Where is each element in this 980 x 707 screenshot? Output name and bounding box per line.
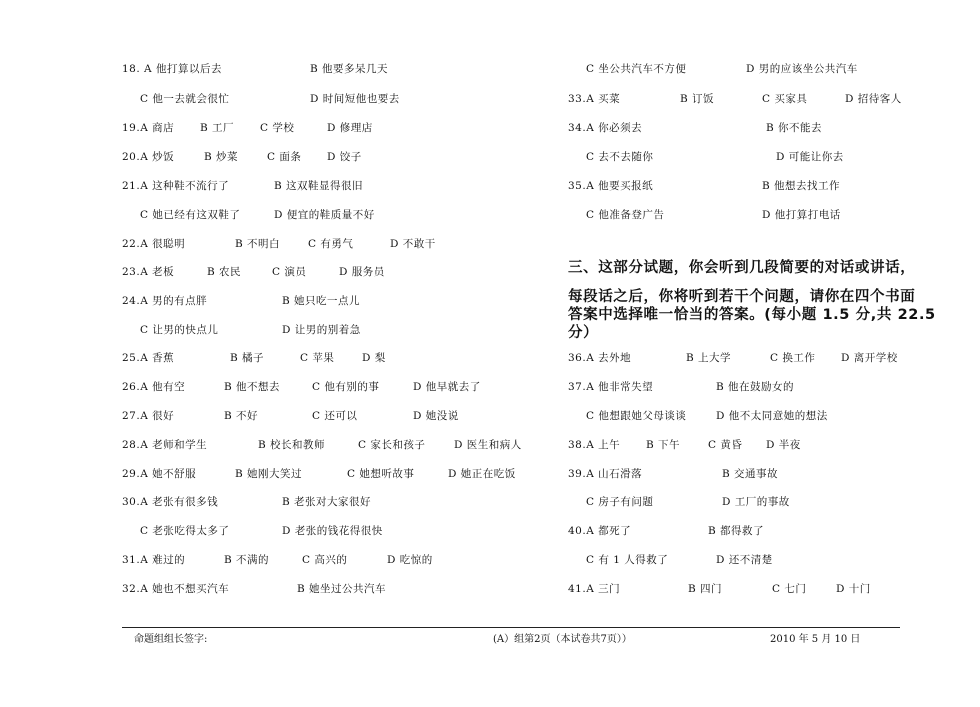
answer-option: 24.A 男的有点胖 [122,295,208,307]
answer-option: D 男的应该坐公共汽车 [746,63,858,75]
answer-option: B 炒菜 [204,151,239,163]
footer-page-number: (A）组第2页（本试卷共7页）） [493,634,632,645]
answer-option: B 交通事故 [722,468,779,480]
answer-option: C 还可以 [312,410,358,422]
answer-option: B 橘子 [230,352,265,364]
answer-option: B 上大学 [686,352,732,364]
answer-option: D 时间短他也要去 [310,93,400,105]
section-three-line: 分） [568,325,599,341]
answer-option: D 吃惊的 [387,554,433,566]
answer-option: C 高兴的 [302,554,348,566]
answer-option: D 梨 [362,352,386,364]
answer-option: D 老张的钱花得很快 [282,525,383,537]
answer-option: C 她想听故事 [347,468,415,480]
answer-option: 32.A 她也不想买汽车 [122,583,230,595]
answer-option: C 家长和孩子 [358,439,426,451]
answer-option: D 他打算打电话 [762,209,841,221]
answer-option: D 工厂的事故 [722,496,790,508]
section-three-line: 答案中选择唯一恰当的答案。(每小题 1.5 分,共 22.5 [568,307,936,323]
answer-option: B 这双鞋显得很旧 [274,180,364,192]
answer-option: 18. A 他打算以后去 [122,63,222,75]
answer-option: B 你不能去 [766,122,823,134]
answer-option: D 招待客人 [845,93,902,105]
answer-option: C 他一去就会很忙 [140,93,230,105]
answer-option: C 她已经有这双鞋了 [140,209,241,221]
answer-option: B 都得救了 [708,525,765,537]
answer-option: 20.A 炒饭 [122,151,175,163]
answer-option: D 让男的别着急 [282,324,361,336]
answer-option: C 去不去随你 [586,151,654,163]
answer-option: 40.A 都死了 [568,525,632,537]
answer-option: 25.A 香蕉 [122,352,175,364]
answer-option: C 换工作 [770,352,816,364]
answer-option: D 十门 [836,583,871,595]
answer-option: B 她坐过公共汽车 [297,583,387,595]
answer-option: B 不明白 [235,238,281,250]
answer-option: B 校长和教师 [258,439,326,451]
section-three-line: 每段话之后，你将听到若干个问题，请你在四个书面 [568,289,916,305]
answer-option: C 老张吃得太多了 [140,525,230,537]
answer-option: D 可能让你去 [776,151,844,163]
answer-option: 27.A 很好 [122,410,175,422]
answer-option: 36.A 去外地 [568,352,632,364]
answer-option: C 有 1 人得救了 [586,554,669,566]
footer-signature: 命题组组长签字: [134,634,208,645]
answer-option: D 饺子 [327,151,362,163]
answer-option: 38.A 上午 [568,439,621,451]
answer-option: 39.A 山石滑落 [568,468,643,480]
answer-option: C 他准备登广告 [586,209,665,221]
answer-option: B 不好 [224,410,259,422]
answer-option: B 工厂 [200,122,235,134]
answer-option: D 不敢干 [390,238,436,250]
answer-option: B 她只吃一点儿 [282,295,361,307]
answer-option: D 他早就去了 [413,381,481,393]
answer-option: 19.A 商店 [122,122,175,134]
answer-option: B 农民 [207,266,242,278]
answer-option: B 老张对大家很好 [282,496,372,508]
answer-option: D 离开学校 [841,352,898,364]
answer-option: C 他想跟她父母谈谈 [586,410,687,422]
section-three-line: 三、这部分试题，你会听到几段简要的对话或讲话， [568,260,916,276]
answer-option: 31.A 难过的 [122,554,186,566]
answer-option: 23.A 老板 [122,266,175,278]
answer-option: 28.A 老师和学生 [122,439,208,451]
answer-option: D 修理店 [327,122,373,134]
answer-option: C 面条 [267,151,302,163]
answer-option: C 黄昏 [708,439,743,451]
answer-option: D 医生和病人 [454,439,522,451]
answer-option: B 不满的 [224,554,270,566]
answer-option: B 下午 [646,439,681,451]
answer-option: D 他不太同意她的想法 [716,410,828,422]
answer-option: C 买家具 [762,93,808,105]
answer-option: 21.A 这种鞋不流行了 [122,180,230,192]
answer-option: D 她没说 [413,410,459,422]
footer-divider [122,627,900,628]
answer-option: 41.A 三门 [568,583,621,595]
answer-option: C 他有别的事 [312,381,380,393]
answer-option: 26.A 他有空 [122,381,186,393]
answer-option: C 七门 [772,583,807,595]
answer-option: D 服务员 [339,266,385,278]
answer-option: B 他要多呆几天 [310,63,389,75]
answer-option: C 演员 [272,266,307,278]
answer-option: 33.A 买菜 [568,93,621,105]
answer-option: 29.A 她不舒服 [122,468,197,480]
answer-option: C 学校 [260,122,295,134]
answer-option: B 订饭 [680,93,715,105]
answer-option: D 还不清楚 [716,554,773,566]
answer-option: B 她刚大笑过 [235,468,303,480]
answer-option: 35.A 他要买报纸 [568,180,654,192]
answer-option: C 坐公共汽车不方便 [586,63,687,75]
answer-option: B 四门 [688,583,723,595]
answer-option: D 半夜 [766,439,801,451]
answer-option: C 苹果 [300,352,335,364]
answer-option: 22.A 很聪明 [122,238,186,250]
footer-date: 2010 年 5 月 10 日 [770,634,861,645]
answer-option: B 他想去找工作 [762,180,841,192]
answer-option: C 房子有问题 [586,496,654,508]
answer-option: D 便宜的鞋质量不好 [274,209,375,221]
answer-option: B 他在鼓励女的 [716,381,795,393]
answer-option: 30.A 老张有很多钱 [122,496,219,508]
answer-option: C 让男的快点儿 [140,324,219,336]
answer-option: D 她正在吃饭 [448,468,516,480]
answer-option: C 有勇气 [308,238,354,250]
answer-option: B 他不想去 [224,381,281,393]
answer-option: 37.A 他非常失望 [568,381,654,393]
answer-option: 34.A 你必须去 [568,122,643,134]
